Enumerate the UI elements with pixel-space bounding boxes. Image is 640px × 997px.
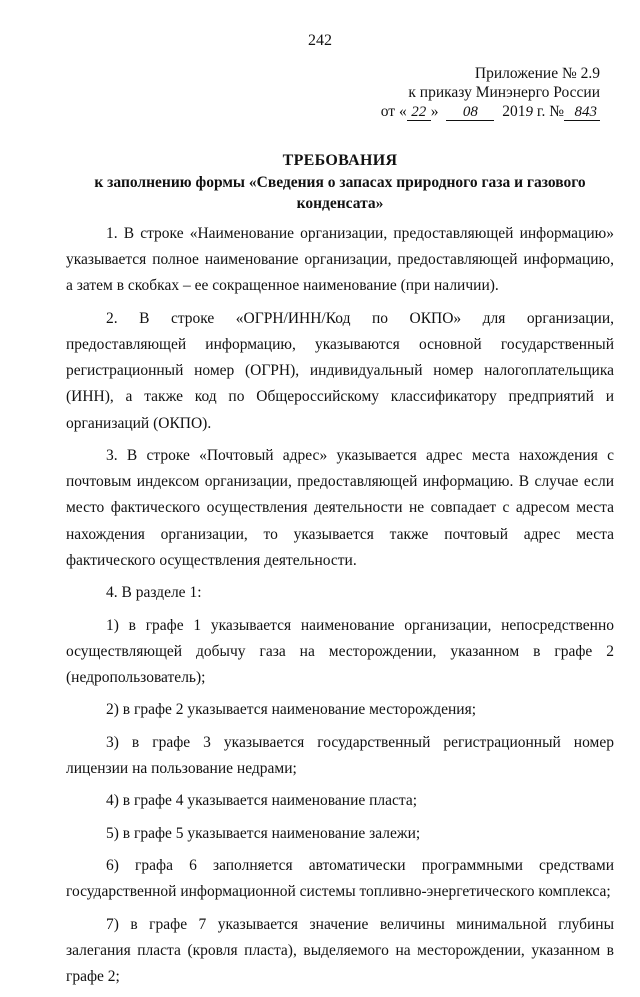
paragraph: 2. В строке «ОГРН/ИНН/Код по ОКПО» для организации, предоставляющей информацию, указываются основной государственный регистрационный номер (ОГРН), индивидуальный номер налогоплательщика (ИНН), а также код по Общероссийскому классификатору предприятий и организаций (ОКПО). [66,309,614,432]
paragraph: 4) в графе 4 указывается наименование пласта; [106,792,418,810]
paragraph: 3. В строке «Почтовый адрес» указывается адрес места нахождения с почтовым индексом организации, предоставляющей информацию. В случае если место фактического осуществления деятельности не совпадает с адресом места нахождения организации, то указывается также почтовый адрес места фактического осуществления деятельности. [66,447,614,569]
date-quote-close: » [430,103,439,120]
order-number-handwritten: 843 [564,105,600,121]
date-year-digit-handwritten: 9 [525,104,533,120]
date-suffix: г. № [536,103,564,120]
title-main: ТРЕБОВАНИЯ [282,152,398,169]
paragraph: 7) в графе 7 указывается значение величины минимальной глубины залегания пласта (кровля пласта), выделяемого на месторождении, указанном в графе 2; [66,915,614,986]
paragraph: 1. В строке «Наименование организации, предоставляющей информацию» указывается полное наименование организации, предоставляющей информацию, а затем в скобках – ее сокращенное наименование (при наличии). [66,225,614,295]
paragraph: 4. В разделе 1: [106,584,202,602]
date-month-handwritten: 08 [446,105,494,121]
title-subtitle: к заполнению формы «Сведения о запасах природного газа и газового конденсата» [94,174,586,212]
appendix-line-1: Приложение № 2.9 [474,65,600,82]
paragraph: 6) графа 6 заполняется автоматически программными средствами государственной информационной системы топливно-энергетического комплекса; [66,857,614,901]
date-prefix: от « [380,103,407,120]
appendix-line-2: к приказу Минэнерго России [408,84,600,101]
paragraph: 1) в графе 1 указывается наименование организации, непосредственно осуществляющей добычу газа на месторождении, указанном в графе 2 (недропользователь); [66,616,614,686]
paragraph: 5) в графе 5 указывается наименование залежи; [106,824,421,842]
paragraph: 2) в графе 2 указывается наименование месторождения; [106,701,477,719]
document-body [66,221,614,997]
date-year-prefix: 201 [502,103,526,120]
document-title [66,150,614,214]
appendix-date-line [0,102,600,121]
appendix-header [0,64,600,121]
paragraph: 3) в графе 3 указывается государственный регистрационный номер лицензии на пользование недрами; [66,733,614,777]
page-number: 242 [308,32,332,49]
date-day-handwritten: 22 [407,105,431,121]
